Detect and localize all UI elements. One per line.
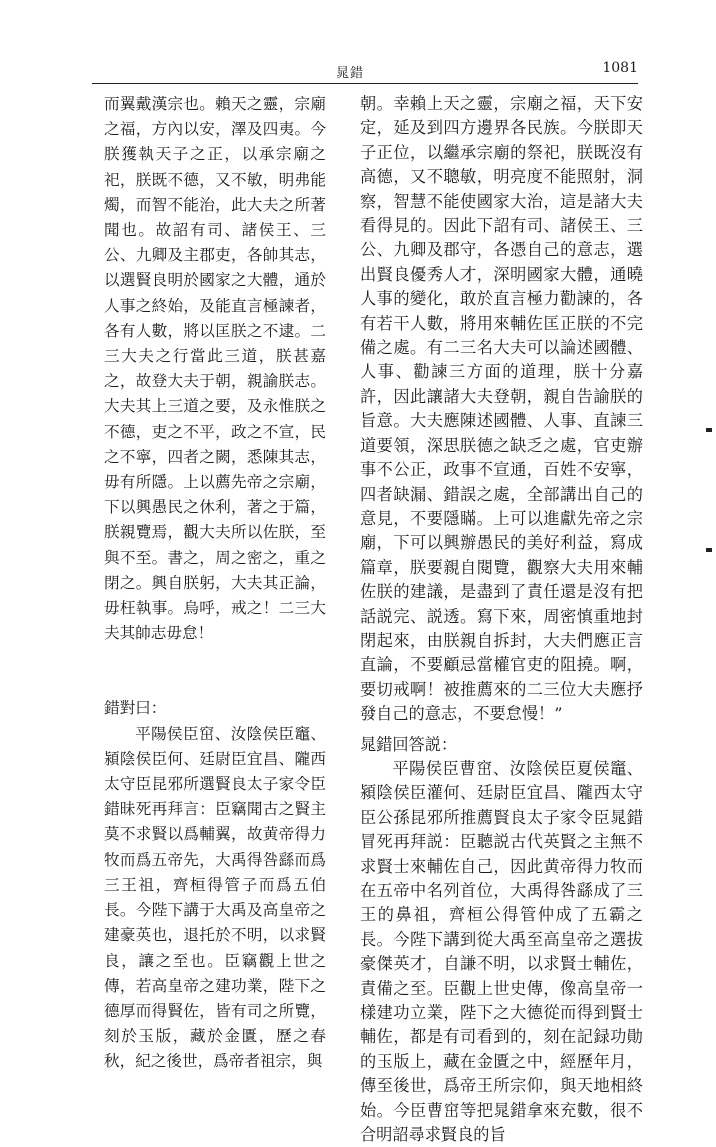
right-column-translation bbox=[360, 92, 643, 1147]
left-column-classical-text bbox=[104, 92, 326, 1075]
right-paragraph-edict: 朝。幸賴上天之靈，宗廟之福，天下安定，延及到四方邊界各民族。今朕即天子正位，以繼承宗廟的祭祀，朕既沒有高德，又不聰敏，明亮度不能照射，洞察，智慧不能使國家大治，這是諸大夫看得見的。因此下詔有司、諸侯王、三公、九卿及郡守，各憑自己的意志，選出賢良優秀人才，深明國家大體，通曉人事的變化，敢於直言極力勸諫的，各有若干人數，將用來輔佐匡正朕的不完備之處。有二三名大夫可以論述國體、人事、勸諫三方面的道理，朕十分嘉許，因此讓諸大夫登朝，親自告諭朕的旨意。大夫應陳述國體、人事、直諫三道要領，深思朕德之缺乏之處，官吏辦事不公正，政事不宣通，百姓不安寧，四者缺漏、錯誤之處，全部講出自己的意見，不要隱瞞。上可以進獻先帝之宗廟，下可以興辦愚民的美好利益，寫成篇章，朕要親自閱覽，觀察大夫用來輔佐朕的建議，是盡到了責任還是沒有把話説完、説透。寫下來，周密慎重地封閉起來，由朕親自拆封，大夫們應正言直論，不要顧忌當權官吏的阻撓。啊，要切戒啊！被推薦來的二三位大夫應抒發自己的意志，不要怠慢！” bbox=[360, 94, 643, 724]
left-paragraph-edict: 而翼戴漢宗也。賴天之靈，宗廟之福，方內以安，澤及四夷。今朕獲執天子之正，以承宗廟之祀，朕既不德，又不敏，明弗能燭，而智不能治，此大夫之所著聞也。故詔有司、諸侯王、三公、九卿及主郡吏，各帥其志，以選賢良明於國家之大體，通於人事之終始，及能直言極諫者，各有人數，將以匡朕之不逮。二三大夫之行當此三道，朕甚嘉之，故登大夫于朝，親諭朕志。大夫其上三道之要，及永惟朕之不德，吏之不平，政之不宣，民之不寧，四者之闕，悉陳其志，毋有所隱。上以薦先帝之宗廟，下以興愚民之休利，著之于篇，朕親覽焉，觀大夫所以佐朕，至與不至。書之，周之密之，重之閉之。興自朕躬，大夫其正論，毋枉執事。烏呼，戒之！二三大夫其帥志毋怠！ bbox=[104, 95, 326, 643]
right-paragraph-reply: 平陽侯臣曹窋、汝陰侯臣夏侯竈、潁陰侯臣灌何、廷尉臣宜昌、隴西太守臣公孫昆邪所推薦賢良太子家令臣晁錯冒死再拜説：臣聽説古代英賢之主無不求賢士來輔佐自己，因此黄帝得力牧而在五帝中名列首位，大禹得咎繇成了三王的鼻祖，齊桓公得管仲成了五霸之長。今陛下講到從大禹至高皇帝之選拔豪傑英才，自謙不明，以求賢士輔佐，責備之至。臣觀上世史傳，像高皇帝一樣建功立業，陛下之大德從而得到賢士輔佐，都是有司看到的，刻在記録功勛的玉版上，藏在金匱之中，經歷年月，傳至後世，爲帝王所宗仰，與天地相終始。今臣曹窋等把晁錯拿來充數，很不合明詔尋求賢良的旨 bbox=[360, 758, 643, 1145]
scan-edge-mark bbox=[706, 548, 712, 552]
header-rule bbox=[92, 83, 638, 84]
page-number: 1081 bbox=[602, 60, 638, 76]
page-header bbox=[92, 60, 638, 82]
left-spacer bbox=[104, 646, 326, 696]
left-heading-reply: 錯對曰： bbox=[104, 699, 167, 718]
running-title: 晁錯 bbox=[336, 66, 365, 81]
scan-edge-mark bbox=[706, 428, 712, 432]
right-heading-reply: 晁錯回答説： bbox=[360, 734, 458, 754]
left-paragraph-reply: 平陽侯臣窋、汝陰侯臣竈、潁陰侯臣何、廷尉臣宜昌、隴西太守臣昆邪所選賢良太子家令臣錯昧死再拜言：臣竊聞古之賢主莫不求賢以爲輔翼，故黄帝得力牧而爲五帝先，大禹得咎繇而爲三王祖，齊桓得管子而爲五伯長。今陛下講于大禹及高皇帝之建豪英也，退托於不明，以求賢良，讓之至也。臣竊觀上世之傳，若高皇帝之建功業，陛下之德厚而得賢佐，皆有司之所覽，刻於玉版，藏於金匱，歷之春秋，紀之後世，爲帝者祖宗，與 bbox=[104, 724, 326, 1071]
